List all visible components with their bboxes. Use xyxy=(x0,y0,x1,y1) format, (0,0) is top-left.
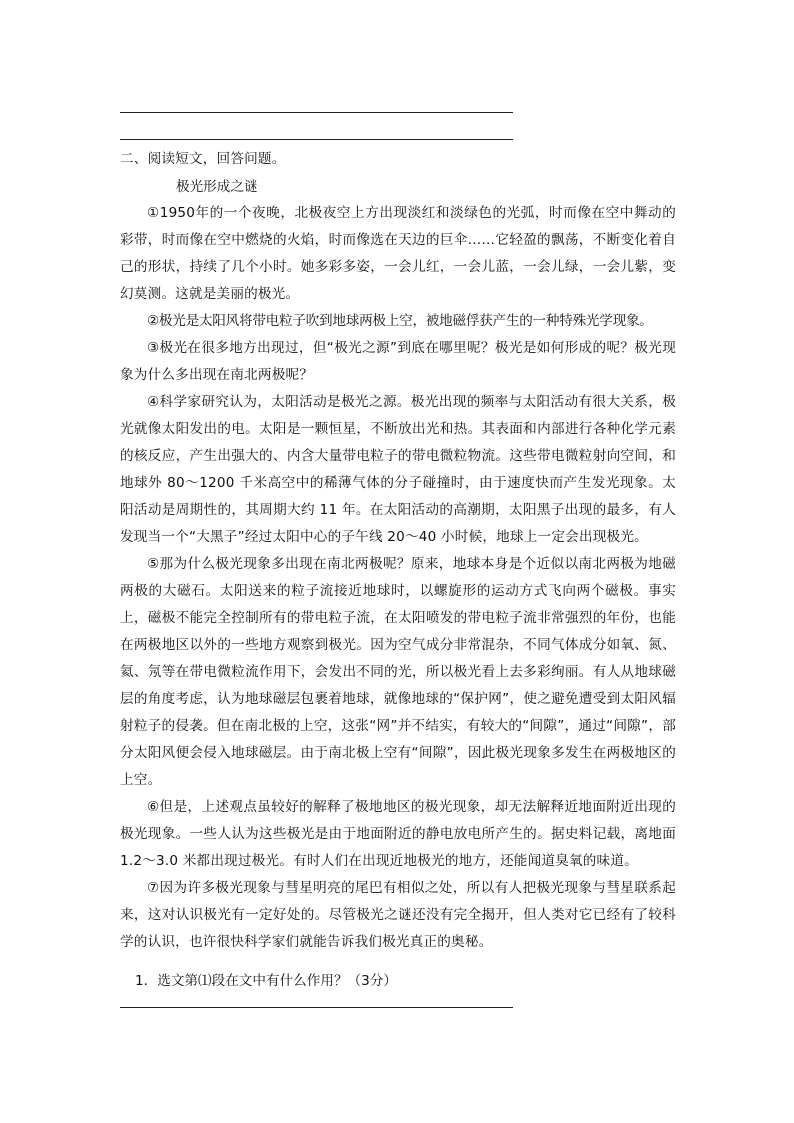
paragraph-6: ⑥但是，上述观点虽较好的解释了极地地区的极光现象，却无法解释近地面附近出现的极光现象。一些人认为这些极光是由于地面附近的静电放电所产生的。据史料记载，离地面 1.2～3.0 米都出现过极光。有时人们在出现近地极光的地方，还能闻道臭氧的味道。 xyxy=(120,799,676,869)
paragraph-1: ①1950年的一个夜晚，北极夜空上方出现淡红和淡绿色的光弧，时而像在空中舞动的彩带，时而像在空中燃烧的火焰，时而像选在天边的巨伞……它轻盈的飘荡，不断变化着自己的形状，持续了几个小时。她多彩多姿，一会儿红，一会儿蓝，一会儿绿，一会儿紫，变幻莫测。这就是美丽的极光。 xyxy=(120,205,676,302)
paragraph-4: ④科学家研究认为，太阳活动是极光之源。极光出现的频率与太阳活动有很大关系，极光就像太阳发出的电。太阳是一颗恒星，不断放出光和热。其表面和内部进行各种化学元素的核反应，产生出强大的、内含大量带电粒子的带电微粒物流。这些带电微粒射向空间，和地球外 80～1200 千米高空中的稀薄气体的分子碰撞时，由于速度快而产生发光现象。太阳活动是周期性的，其周期大约 11 年。在太阳活动的高潮期，太阳黑子出现的最多，有人发现当一个“大黑子”经过太阳中心的子午线 20～40 小时候，地球上一定会出现极光。 xyxy=(120,394,676,545)
paragraph-5: ⑤那为什么极光现象多出现在南北两极呢？原来，地球本身是个近似以南北两极为地磁两极的大磁石。太阳送来的粒子流接近地球时，以螺旋形的运动方式飞向两个磁极。事实上，磁极不能完全控制所有的带电粒子流，在太阳喷发的带电粒子流非常强烈的年份，也能在两极地区以外的一些地方观察到极光。因为空气成分非常混杂，不同气体成分如氧、氮、氦、氖等在带电微粒流作用下，会发出不同的光，所以极光看上去多彩绚丽。有人从地球磁层的角度考虑，认为地球磁层包裹着地球，就像地球的“保护网”，使之避免遭受到太阳风辐射粒子的侵袭。但在南北极的上空，这张“网”并不结实，有较大的“间隙”，通过“间隙”，部分太阳风便会侵入地球磁层。由于南北极上空有“间隙”，因此极光现象多发生在两极地区的上空。 xyxy=(120,556,676,788)
paragraph-2: ②极光是太阳风将带电粒子吹到地球两极上空，被地磁俘获产生的一种特殊光学现象。 xyxy=(147,313,653,329)
paragraph-7: ⑦因为许多极光现象与彗星明亮的尾巴有相似之处，所以有人把极光现象与彗星联系起来，这对认识极光有一定好处的。尽管极光之谜还没有完全揭开，但人类对它已经有了较科学的认识，也许很快科学家们就能告诉我们极光真正的奥秘。 xyxy=(120,880,676,950)
answer-line xyxy=(120,1007,513,1008)
paragraph-3: ③极光在很多地方出现过，但“极光之源”到底在哪里呢？极光是如何形成的呢？极光现象为什么多出现在南北两极呢？ xyxy=(120,340,676,383)
article-body xyxy=(120,200,676,956)
article-title: 极光形成之谜 xyxy=(176,179,258,195)
answer-line xyxy=(120,139,513,140)
answer-line xyxy=(120,112,513,113)
section-heading: 二、阅读短文，回答问题。 xyxy=(120,151,286,167)
question-1: 1．选文第⑴段在文中有什么作用？（3分） xyxy=(135,973,397,989)
